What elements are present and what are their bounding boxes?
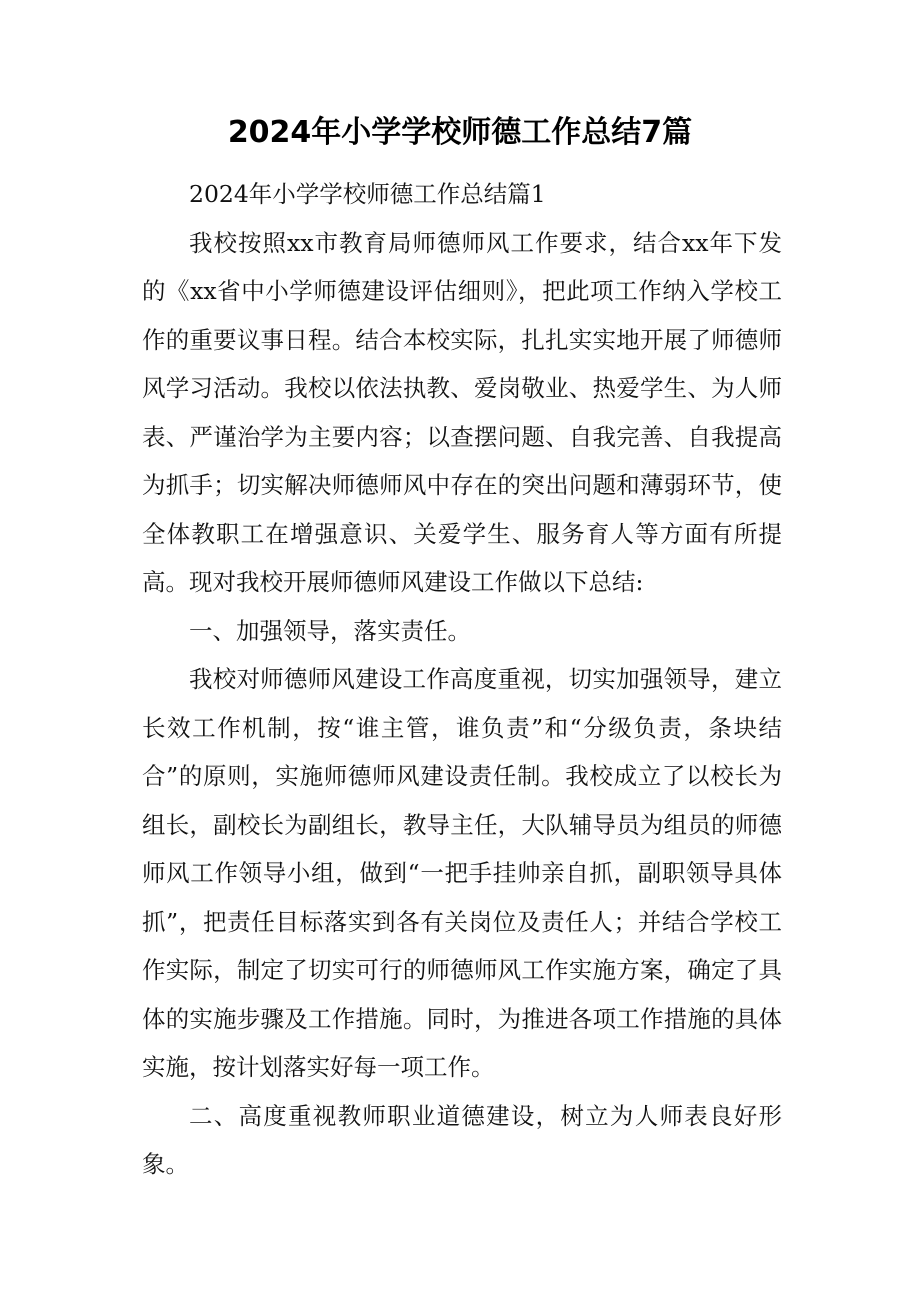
body-paragraph: 我校对师德师风建设工作高度重视，切实加强领导，建立长效工作机制，按“谁主管，谁负责”和“分级负责，条块结合”的原则，实施师德师风建设责任制。我校成立了以校长为组长，副校长为副组长，教导主任，大队辅导员为组员的师德师风工作领导小组，做到“一把手挂帅亲自抓，副职领导具体抓”，把责任目标落实到各有关岗位及责任人；并结合学校工作实际，制定了切实可行的师德师风工作实施方案，确定了具体的实施步骤及工作措施。同时，为推进各项工作措施的具体实施，按计划落实好每一项工作。 — [142, 665, 782, 1081]
document-title: 2024年小学学校师德工作总结7篇 — [227, 115, 693, 150]
section-heading: 2024年小学学校师德工作总结篇1 — [189, 180, 546, 208]
section-heading: 二、高度重视教师职业道德建设，树立为人师表良好形象。 — [142, 1101, 782, 1178]
document-body — [142, 170, 782, 1189]
section-heading: 一、加强领导，落实责任。 — [189, 616, 471, 645]
body-paragraph: 我校按照xx市教育局师德师风工作要求，结合xx年下发的《xx省中小学师德建设评估细则》，把此项工作纳入学校工作的重要议事日程。结合本校实际，扎扎实实地开展了师德师风学习活动。我校以依法执教、爱岗敬业、热爱学生、为人师表、严谨治学为主要内容；以查摆问题、自我完善、自我提高为抓手；切实解决师德师风中存在的突出问题和薄弱环节，使全体教职工在增强意识、关爱学生、服务育人等方面有所提高。现对我校开展师德师风建设工作做以下总结: — [142, 228, 782, 596]
